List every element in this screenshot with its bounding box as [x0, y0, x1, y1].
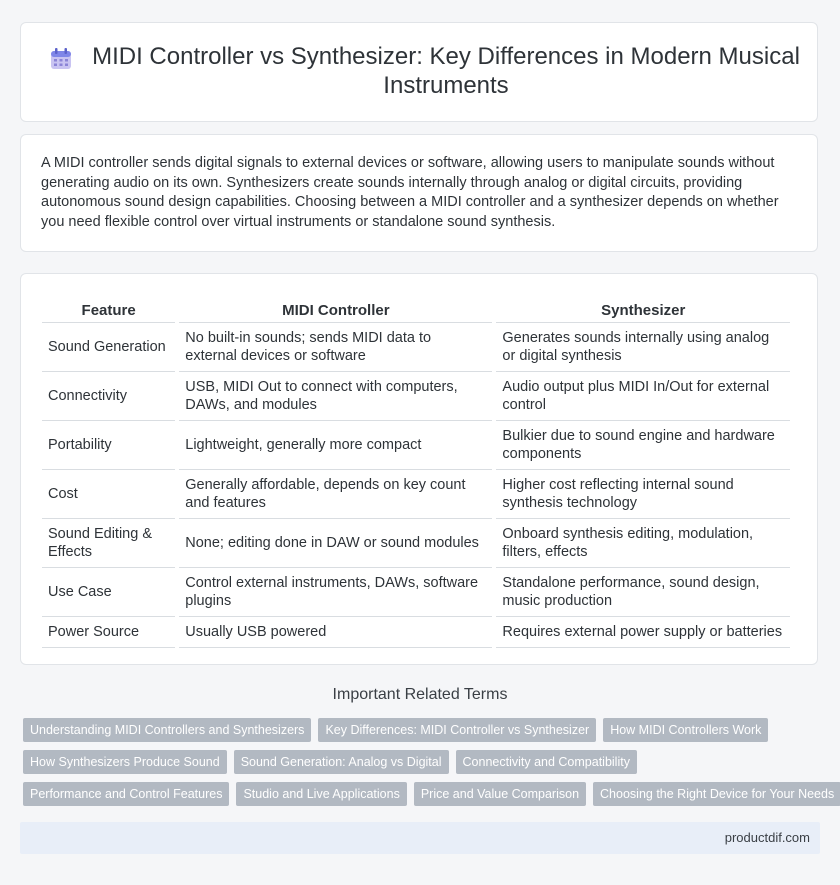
related-term-tag[interactable]: How MIDI Controllers Work: [603, 718, 768, 742]
comparison-table: [38, 294, 794, 648]
synthesizer-cell: Higher cost reflecting internal sound synthesis technology: [496, 470, 790, 519]
table-row: [42, 421, 790, 470]
table-row: [42, 519, 790, 568]
related-term-tag[interactable]: Performance and Control Features: [23, 782, 229, 806]
midi-controller-cell: Generally affordable, depends on key count and features: [179, 470, 492, 519]
midi-controller-cell: No built-in sounds; sends MIDI data to external devices or software: [179, 323, 492, 372]
feature-cell: Power Source: [42, 617, 175, 648]
table-row: [42, 372, 790, 421]
feature-cell: Use Case: [42, 568, 175, 617]
synthesizer-cell: Generates sounds internally using analog or digital synthesis: [496, 323, 790, 372]
title-card: [20, 22, 818, 122]
related-terms-heading: Important Related Terms: [332, 686, 508, 703]
feature-cell: Sound Editing & Effects: [42, 519, 175, 568]
related-term-tag[interactable]: Studio and Live Applications: [236, 782, 406, 806]
midi-controller-cell: Control external instruments, DAWs, software plugins: [179, 568, 492, 617]
related-term-tag[interactable]: Choosing the Right Device for Your Needs: [593, 782, 840, 806]
midi-controller-cell: Usually USB powered: [179, 617, 492, 648]
synthesizer-cell: Bulkier due to sound engine and hardware components: [496, 421, 790, 470]
midi-controller-cell: None; editing done in DAW or sound modules: [179, 519, 492, 568]
midi-controller-cell: USB, MIDI Out to connect with computers, DAWs, and modules: [179, 372, 492, 421]
comparison-card: [20, 273, 818, 665]
footer: [20, 822, 820, 854]
feature-cell: Cost: [42, 470, 175, 519]
related-term-tag[interactable]: Price and Value Comparison: [414, 782, 586, 806]
header-feature: Feature: [42, 294, 175, 323]
calendar-icon: [49, 47, 73, 71]
synthesizer-cell: Onboard synthesis editing, modulation, filters, effects: [496, 519, 790, 568]
related-term-tag[interactable]: Understanding MIDI Controllers and Synthesizers: [23, 718, 311, 742]
feature-cell: Portability: [42, 421, 175, 470]
midi-controller-cell: Lightweight, generally more compact: [179, 421, 492, 470]
related-terms-list: [23, 718, 835, 814]
footer-site-link[interactable]: productdif.com: [724, 830, 810, 845]
table-row: [42, 617, 790, 648]
intro-card: [20, 134, 818, 252]
intro-paragraph: A MIDI controller sends digital signals to external devices or software, allowing users to manipulate sounds without generating audio on its own. Synthesizers create sounds internally through analog or digital circuits, providing autonomous sound design capabilities. Choosing between a MIDI controller and a synthesizer depends on whether you need flexible control over virtual instruments or standalone sound synthesis.: [41, 155, 779, 230]
table-row: [42, 323, 790, 372]
header-synthesizer: Synthesizer: [496, 294, 790, 323]
header-midi-controller: MIDI Controller: [179, 294, 492, 323]
table-row: [42, 470, 790, 519]
related-term-tag[interactable]: Key Differences: MIDI Controller vs Synthesizer: [318, 718, 596, 742]
table-row: [42, 568, 790, 617]
table-header-row: [42, 294, 790, 323]
synthesizer-cell: Standalone performance, sound design, music production: [496, 568, 790, 617]
related-term-tag[interactable]: Sound Generation: Analog vs Digital: [234, 750, 449, 774]
related-term-tag[interactable]: Connectivity and Compatibility: [456, 750, 637, 774]
page-title: MIDI Controller vs Synthesizer: Key Differences in Modern Musical Instruments: [92, 43, 800, 99]
synthesizer-cell: Requires external power supply or batteries: [496, 617, 790, 648]
related-term-tag[interactable]: How Synthesizers Produce Sound: [23, 750, 227, 774]
synthesizer-cell: Audio output plus MIDI In/Out for external control: [496, 372, 790, 421]
feature-cell: Connectivity: [42, 372, 175, 421]
feature-cell: Sound Generation: [42, 323, 175, 372]
